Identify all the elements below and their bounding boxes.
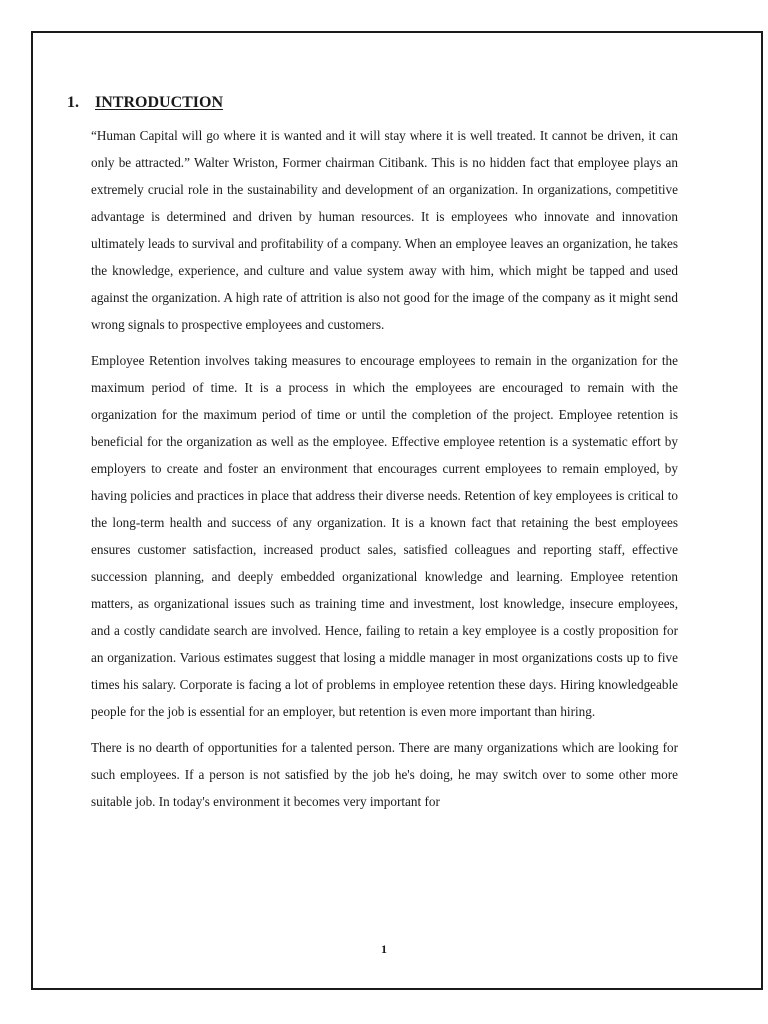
paragraph-1: “Human Capital will go where it is wanted and it will stay where it is well treated. It cannot be driven, it can only be attracted.” Walter Wriston, Former chairman Citibank. This is no hidden fact that employee plays an extremely crucial role in the sustainability and development of an organization. In organizations, competitive advantage is determined and driven by human resources. It is employees who innovate and innovation ultimately leads to survival and profitability of a company. When an employee leaves an organization, he takes the knowledge, experience, and culture and value system away with him, which might be tapped and used against the organization. A high rate of attrition is also not good for the image of the company as it might send wrong signals to prospective employees and customers. <box>91 128 678 332</box>
section-heading <box>67 92 223 114</box>
section-number: 1. <box>67 94 79 111</box>
section-title: INTRODUCTION <box>95 94 224 111</box>
paragraph-3: There is no dearth of opportunities for a talented person. There are many organizations which are looking for such employees. If a person is not satisfied by the job he's doing, he may switch over to some other more suitable job. In today's environment it becomes very important for <box>91 740 678 809</box>
body-text <box>91 122 678 824</box>
paragraph-2: Employee Retention involves taking measures to encourage employees to remain in the organization for the maximum period of time. It is a process in which the employees are encouraged to remain with the organization for the maximum period of time or until the completion of the project. Employee retention is beneficial for the organization as well as the employee. Effective employee retention is a systematic effort by employers to create and foster an environment that encourages current employees to remain employed, by having policies and practices in place that address their diverse needs. Retention of key employees is critical to the long-term health and success of any organization. It is a known fact that retaining the best employees ensures customer satisfaction, increased product sales, satisfied colleagues and reporting staff, effective succession planning, and deeply embedded organizational knowledge and learning. Employee retention matters, as organizational issues such as training time and investment, lost knowledge, insecure employees, and a costly candidate search are involved. Hence, failing to retain a key employee is a costly proposition for an organization. Various estimates suggest that losing a middle manager in most organizations costs up to five times his salary. Corporate is facing a lot of problems in employee retention these days. Hiring knowledgeable people for the job is essential for an employer, but retention is even more important than hiring. <box>91 353 678 719</box>
page-number: 1 <box>381 942 387 956</box>
